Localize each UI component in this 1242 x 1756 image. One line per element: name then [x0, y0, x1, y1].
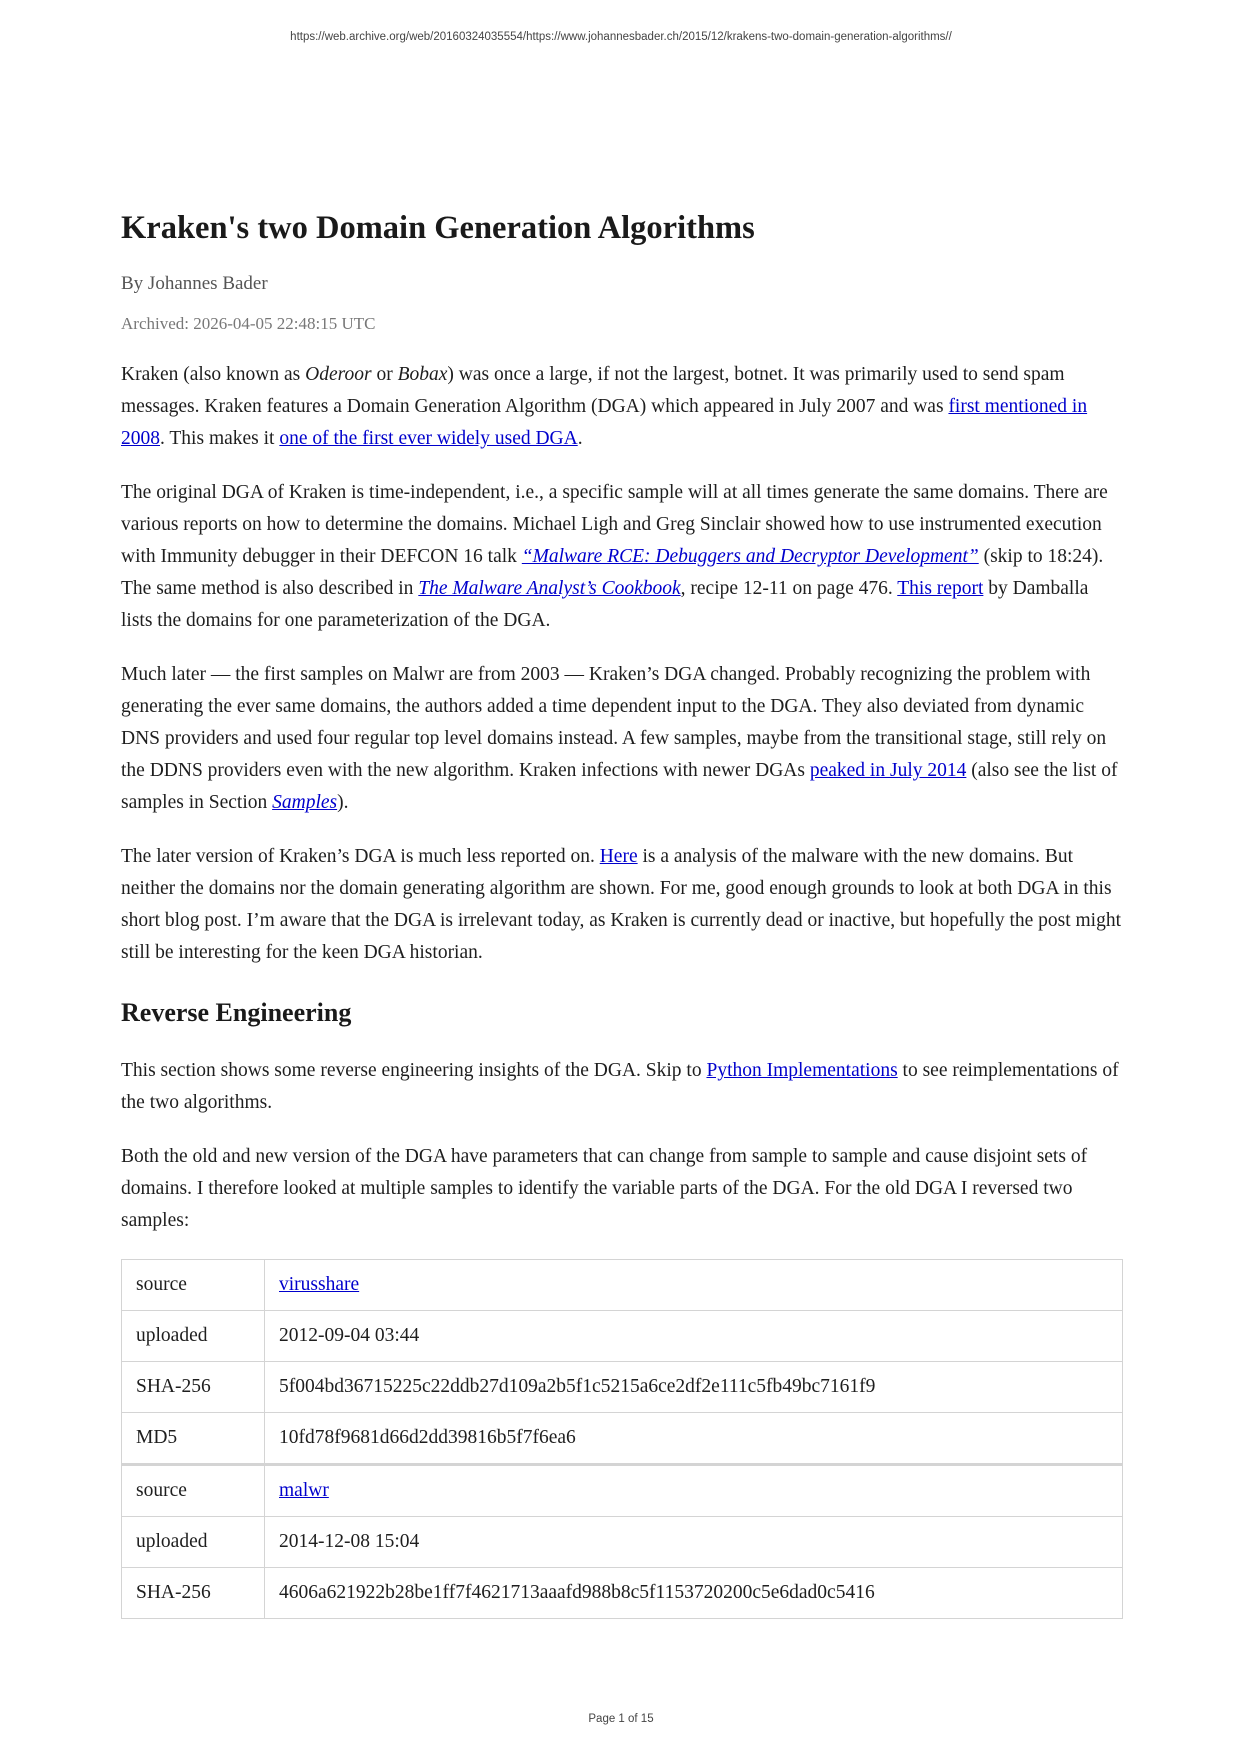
text: The later version of Kraken’s DGA is much less reported on. [121, 846, 600, 867]
text: (skip to 18:24). The same method is also described in [121, 546, 1104, 599]
uploaded-label: uploaded [122, 1311, 265, 1362]
defcon-talk-link[interactable] [522, 546, 979, 567]
sha256-label: SHA-256 [122, 1362, 265, 1413]
text: Kraken (also known as [121, 364, 306, 385]
text: by Damballa lists the domains for one parameterization of the DGA. [121, 578, 1089, 631]
later-version-paragraph [121, 841, 1123, 969]
table-row [122, 1465, 1123, 1517]
source-label: source [122, 1260, 265, 1311]
first-mentioned-link[interactable]: first mentioned in 2008 [121, 396, 1088, 449]
text: The original DGA of Kraken is time-independent, i.e., a specific sample will at all times generate the same domains. There are various reports on how to determine the domains. Michael Ligh and Greg Sinclair showed how to use instrumented execution with Immunity debugger in their DEFCON 16 talk [121, 482, 1108, 567]
table-row [122, 1362, 1123, 1413]
alias-bobax: Bobax [397, 364, 448, 385]
samples-link-label: Samples [272, 792, 338, 813]
text: ). [337, 792, 349, 813]
text: to see reimplementations of the two algorithms. [121, 1060, 1119, 1113]
text: ) was once a large, if not the largest, botnet. It was primarily used to send spam messages. Kraken features a Domain Generation Algorithm (DGA) which appeared in July 2007 and was [121, 364, 1065, 417]
samples-table [121, 1259, 1123, 1619]
defcon-talk-title: “Malware RCE: Debuggers and Decryptor Development” [521, 546, 979, 567]
source-value [265, 1260, 1123, 1311]
cookbook-link[interactable] [418, 578, 680, 599]
python-implementations-link[interactable]: Python Implementations [706, 1060, 898, 1081]
sha256-value: 5f004bd36715225c22ddb27d109a2b5f1c5215a6ce2df2e111c5fb49bc7161f9 [265, 1362, 1123, 1413]
text: . [577, 428, 583, 449]
md5-value: 10fd78f9681d66d2dd39816b5f7f6ea6 [265, 1413, 1123, 1465]
print-header-url: https://web.archive.org/web/20160324035554/https://www.johannesbader.ch/2015/12/krakens-two-domain-generation-algorithms// [290, 31, 952, 43]
table-row [122, 1260, 1123, 1311]
table-row [122, 1517, 1123, 1568]
source-value [265, 1465, 1123, 1517]
damballa-report-link[interactable]: This report [897, 578, 984, 599]
uploaded-value: 2012-09-04 03:44 [265, 1311, 1123, 1362]
archived-timestamp: Archived: 2026-04-05 22:48:15 UTC [121, 314, 376, 333]
table-row [122, 1568, 1123, 1619]
table-row [122, 1413, 1123, 1465]
source-label: source [122, 1465, 265, 1517]
table-row [122, 1311, 1123, 1362]
uploaded-label: uploaded [122, 1517, 265, 1568]
text: or [371, 364, 398, 385]
analysis-link[interactable]: Here [599, 846, 638, 867]
section-heading: Reverse Engineering [121, 998, 352, 1027]
cookbook-title: The Malware Analyst’s Cookbook [418, 578, 681, 599]
text: . This makes it [160, 428, 280, 449]
md5-label: MD5 [122, 1413, 265, 1465]
text: This section shows some reverse engineering insights of the DGA. Skip to [121, 1060, 707, 1081]
new-dga-paragraph [121, 659, 1123, 819]
intro-paragraph [121, 359, 1123, 455]
peaked-link[interactable]: peaked in July 2014 [809, 760, 967, 781]
sha256-value: 4606a621922b28be1ff7f4621713aaafd988b8c5f1153720200c5e6dad0c5416 [265, 1568, 1123, 1619]
sha256-label: SHA-256 [122, 1568, 265, 1619]
samples-section-link[interactable] [272, 792, 337, 813]
malwr-link[interactable]: malwr [279, 1480, 329, 1501]
virusshare-link[interactable]: virusshare [279, 1274, 360, 1295]
text: is a analysis of the malware with the new domains. But neither the domains nor the domain generating algorithm are shown. For me, good enough grounds to look at both DGA in this short blog post. I’m aware that the DGA is irrelevant today, as Kraken is currently dead or inactive, but hopefully the post might still be interesting for the keen DGA historian. [121, 846, 1122, 963]
alias-oderoor: Oderoor [305, 364, 372, 385]
article [121, 205, 1123, 1619]
text: (also see the list of samples in Section [121, 760, 1118, 813]
samples-intro-paragraph: Both the old and new version of the DGA have parameters that can change from sample to sample and cause disjoint sets of domains. I therefore looked at multiple samples to identify the variable parts of the DGA. For the old DGA I reversed two samples: [121, 1146, 1088, 1231]
text: Much later — the first samples on Malwr are from 2003 — Kraken’s DGA changed. Probably recognizing the problem with generating the ever same domains, the authors added a time dependent input to the DGA. They also deviated from dynamic DNS providers and used four regular top level domains instead. A few samples, maybe from the transitional stage, still rely on the DDNS providers even with the new algorithm. Kraken infections with newer DGAs [121, 664, 1107, 781]
first-widely-used-dga-link[interactable]: one of the first ever widely used DGA [279, 428, 578, 449]
original-dga-paragraph [121, 477, 1123, 637]
article-title: Kraken's two Domain Generation Algorithms [121, 210, 755, 246]
text: , recipe 12-11 on page 476. [680, 578, 898, 599]
byline: By Johannes Bader [121, 273, 268, 294]
reverse-engineering-intro [121, 1055, 1123, 1119]
page-number: Page 1 of 15 [588, 1713, 654, 1725]
uploaded-value: 2014-12-08 15:04 [265, 1517, 1123, 1568]
